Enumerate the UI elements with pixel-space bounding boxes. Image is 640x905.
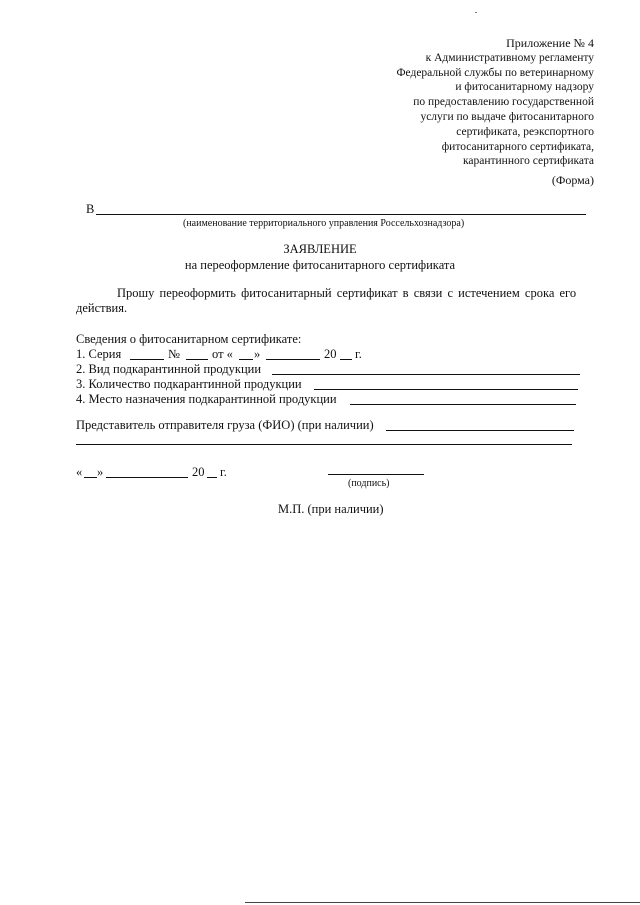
series-field[interactable] [130,359,164,360]
certificate-day-field[interactable] [239,359,253,360]
appendix-line: сертификата, реэкспортного [456,125,594,138]
representative-field-continued[interactable] [76,444,572,445]
certificate-year-field[interactable] [340,359,352,360]
certificate-month-field[interactable] [266,359,320,360]
form-label: (Форма) [551,173,594,187]
seal-label: М.П. (при наличии) [278,502,384,516]
appendix-line: Федеральной службы по ветеринарному [396,66,594,79]
representative-field[interactable] [386,430,574,431]
appendix-line: фитосанитарного сертификата, [441,140,594,153]
product-quantity-field[interactable] [314,389,578,390]
representative-label: Представитель отправителя груза (ФИО) (при наличии) [76,418,374,432]
signing-year-prefix: 20 [192,465,205,479]
destination-field[interactable] [350,404,576,405]
product-type-field[interactable] [272,374,580,375]
document-subtitle: на переоформление фитосанитарного сертификата [184,258,456,272]
scan-edge-line [245,902,640,903]
destination-label: 4. Место назначения подкарантинной продукции [76,392,337,406]
signature-caption: (подпись) [348,478,390,489]
appendix-line: услуги по выдаче фитосанитарного [420,110,594,123]
document-title: ЗАЯВЛЕНИЕ [283,242,357,256]
series-label: 1. Серия [76,347,122,361]
signing-year-field[interactable] [207,477,217,478]
request-line-2: действия. [76,301,128,315]
scan-speck [475,12,477,13]
number-sign: № [168,347,180,361]
certificate-number-field[interactable] [186,359,208,360]
signing-year-suffix: г. [220,465,227,479]
appendix-line: карантинного сертификата [462,155,594,168]
date-close-quote-2: » [97,465,104,479]
year-suffix: г. [355,347,362,361]
product-quantity-label: 3. Количество подкарантинной продукции [76,377,302,391]
recipient-field[interactable] [96,214,586,215]
date-close-quote: » [254,347,261,361]
date-from-label: от « [212,347,233,361]
appendix-line: и фитосанитарному надзору [455,81,594,94]
appendix-line: к Административному регламенту [425,51,594,64]
appendix-line: по предоставлению государственной [413,96,594,109]
appendix-header [396,36,594,169]
request-line-1: Прошу переоформить фитосанитарный сертификат в связи с истечением срока его [117,286,577,300]
signing-day-field[interactable] [84,477,97,478]
date-open-quote: « [76,465,83,479]
certificate-heading: Сведения о фитосанитарном сертификате: [76,332,302,346]
recipient-prefix: В [86,202,95,216]
signing-month-field[interactable] [106,477,188,478]
product-type-label: 2. Вид подкарантинной продукции [76,362,262,376]
appendix-line: Приложение № 4 [506,36,594,50]
recipient-caption: (наименование территориального управления Россельхознадзора) [183,218,465,229]
year-prefix: 20 [324,347,337,361]
signature-field[interactable] [328,474,424,475]
